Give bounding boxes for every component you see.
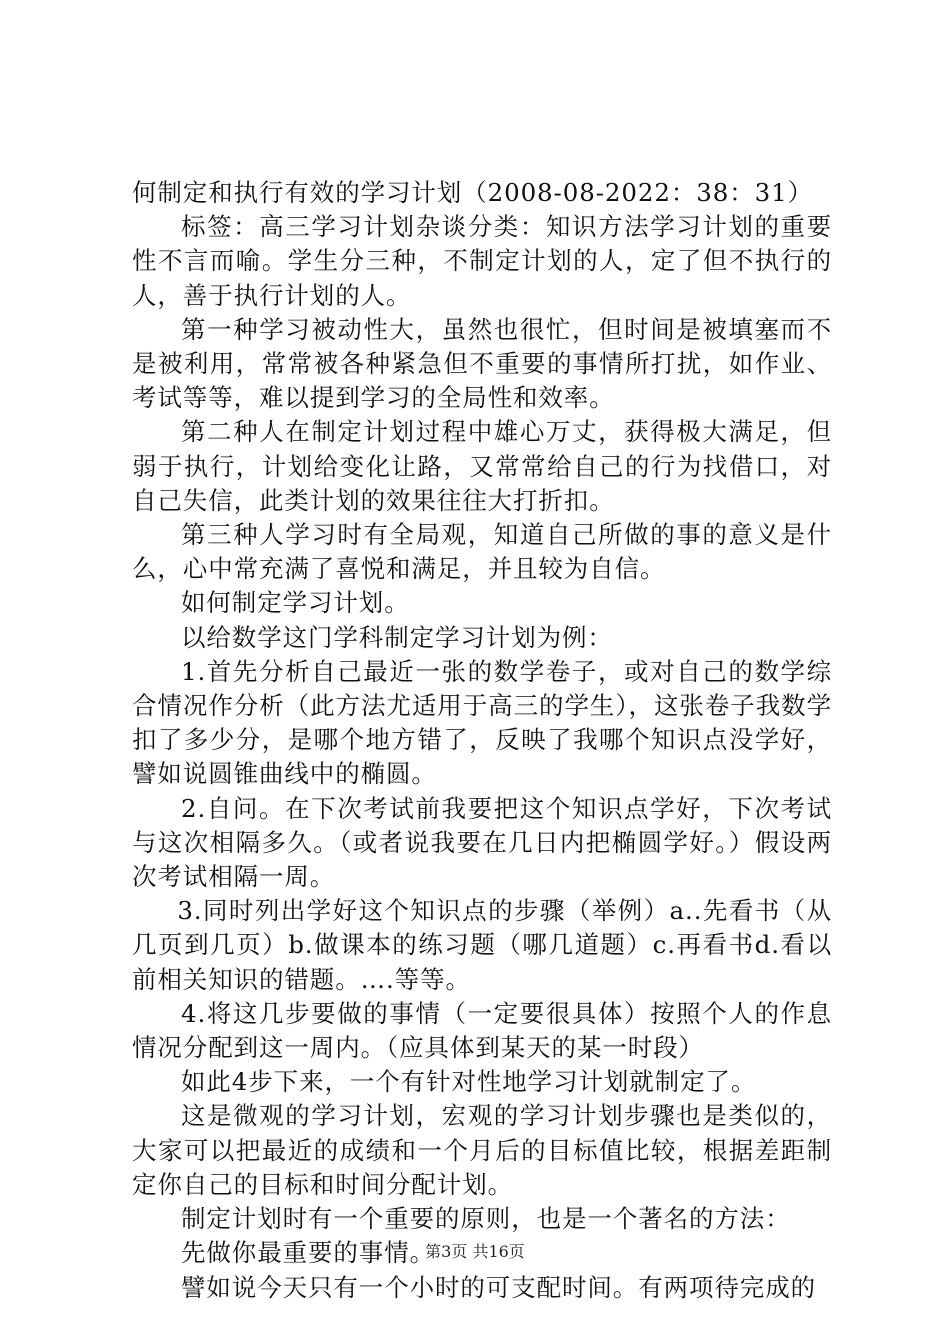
body-text <box>132 176 832 1305</box>
paragraph: 譬如说今天只有一个小时的可支配时间。有两项待完成的 <box>181 1272 816 1302</box>
paragraph: 如此4步下来，一个有针对性地学习计划就制定了。 <box>181 1067 757 1097</box>
paragraph: 先做你最重要的事情。 <box>181 1238 435 1268</box>
paragraph: 第二种人在制定计划过程中雄心万丈，获得极大满足，但弱于执行，计划给变化让路，又常常给自己的行为找借口，对自己失信，此类计划的效果往往大打折扣。 <box>132 417 832 515</box>
paragraph: 3.同时列出学好这个知识点的步骤（举例）a..先看书（从几页到几页）b.做课本的练习题（哪几道题）c.再看书d.看以前相关知识的错题。….等等。 <box>132 896 832 994</box>
paragraph-title-line: 何制定和执行有效的学习计划（2008-08-2022：38：31） <box>132 178 813 207</box>
paragraph: 如何制定学习计划。 <box>181 588 410 618</box>
paragraph: 制定计划时有一个重要的原则，也是一个著名的方法： <box>181 1204 791 1234</box>
paragraph: 2.自问。在下次考试前我要把这个知识点学好，下次考试与这次相隔多久。（或者说我要在几日内把椭圆学好。）假设两次考试相隔一周。 <box>132 793 832 892</box>
page-number-label: 第3页 共16页 <box>425 1242 525 1261</box>
paragraph: 第一种学习被动性大，虽然也很忙，但时间是被填塞而不是被利用，常常被各种紧急但不重要的事情所打扰，如作业、考试等等，难以提到学习的全局性和效率。 <box>132 314 832 413</box>
page-footer <box>0 1242 950 1262</box>
paragraph: 1.首先分析自己最近一张的数学卷子，或对自己的数学综合情况作分析（此方法尤适用于高三的学生），这张卷子我数学扣了多少分，是哪个地方错了，反映了我哪个知识点没学好，譬如说圆锥曲线中的椭圆。 <box>132 656 832 789</box>
paragraph: 第三种人学习时有全局观，知道自己所做的事的意义是什么，心中常充满了喜悦和满足，并且较为自信。 <box>132 520 832 584</box>
paragraph: 这是微观的学习计划，宏观的学习计划步骤也是类似的，大家可以把最近的成绩和一个月后的目标值比较，根据差距制定你自己的目标和时间分配计划。 <box>132 1101 832 1199</box>
paragraph: 4.将这几步要做的事情（一定要很具体）按照个人的作息情况分配到这一周内。（应具体到某天的某一时段） <box>132 998 832 1063</box>
paragraph: 标签：高三学习计划杂谈分类：知识方法学习计划的重要性不言而喻。学生分三种，不制定计划的人，定了但不执行的人，善于执行计划的人。 <box>132 212 832 310</box>
paragraph: 以给数学这门学科制定学习计划为例： <box>181 622 613 652</box>
